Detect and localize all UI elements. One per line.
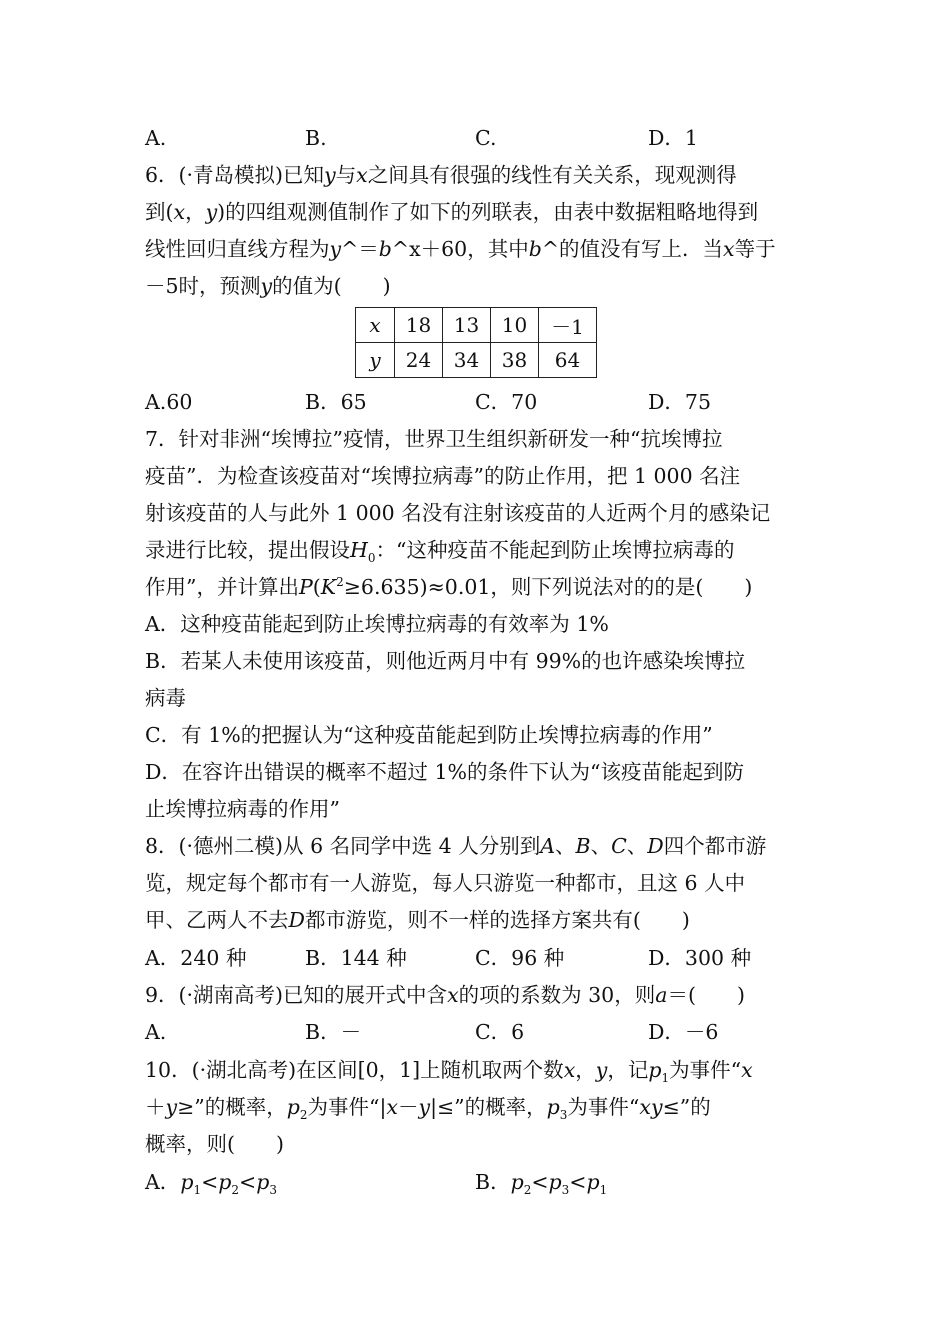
q6-option-b: B．65	[305, 390, 367, 414]
q8-option-a: A．240 种	[145, 946, 247, 970]
q6-line-1: 6．(·青岛模拟)已知y与x之间具有很强的线性有关关系，现观测得	[145, 163, 737, 187]
q10-options	[145, 1164, 810, 1200]
q10-line-2: ＋y≥”的概率，$p_2$为事件“|x－y|≤”的概率，$p_3$为事件“xy≤”的	[145, 1095, 711, 1123]
q8-line-2: 览，规定每个都市有一人游览，每人只游览一种都市，且这 6 人中	[145, 871, 746, 895]
q10-line-3: 概率，则( )	[145, 1132, 284, 1156]
q6-options	[145, 384, 810, 420]
q7-line-2: 疫苗”．为检查该疫苗对“埃博拉病毒”的防止作用，把 1 000 名注	[145, 464, 741, 488]
table-cell: 18	[395, 308, 443, 343]
q6-option-a: A.60	[145, 390, 193, 414]
table-row	[356, 308, 597, 343]
q6-line-3: 线性回归直线方程为y^＝b^x＋60，其中b^的值没有写上．当x等于	[145, 237, 776, 261]
q5-option-b: B.	[305, 126, 327, 150]
table-row	[356, 343, 597, 378]
q7-line-1: 7．针对非洲“埃博拉”疫情，世界卫生组织新研发一种“抗埃博拉	[145, 427, 723, 451]
q9-options	[145, 1014, 810, 1050]
table-cell: 13	[443, 308, 491, 343]
q8-option-d: D．300 种	[648, 946, 752, 970]
table-cell: y	[356, 343, 395, 378]
table-cell: －1	[539, 308, 597, 343]
q9-line-1: 9．(·湖南高考)已知的展开式中含x的项的系数为 30，则a＝( )	[145, 983, 745, 1007]
q7-option-b-line-1: B．若某人未使用该疫苗，则他近两月中有 99%的也许感染埃博拉	[145, 649, 746, 673]
q6-data-table	[355, 307, 597, 378]
q7-option-b-line-2: 病毒	[145, 686, 186, 710]
q10-option-b: B．$p_2<p_3<p_1$	[475, 1170, 608, 1198]
q7-option-c: C．有 1%的把握认为“这种疫苗能起到防止埃博拉病毒的作用”	[145, 723, 713, 747]
q5-option-a: A.	[145, 126, 167, 150]
q6-line-2: 到(x，y)的四组观测值制作了如下的列联表，由表中数据粗略地得到	[145, 200, 759, 224]
q7-option-d-line-2: 止埃博拉病毒的作用”	[145, 797, 340, 821]
q7-line-3: 射该疫苗的人与此外 1 000 名没有注射该疫苗的人近两个月的感染记	[145, 501, 771, 525]
q8-line-1: 8．(·德州二模)从 6 名同学中选 4 人分别到A、B、C、D四个都市游	[145, 834, 767, 858]
q5-options	[145, 120, 810, 156]
q7-option-d-line-1: D．在容许出错误的概率不超过 1%的条件下认为“该疫苗能起到防	[145, 760, 744, 784]
q7-line-5: 作用”，并计算出$P(K^2\ge 6.635)\approx 0.01$，则下列说法对的的是( )	[145, 575, 753, 599]
q9-option-c: C．6	[475, 1020, 525, 1044]
table-cell: 34	[443, 343, 491, 378]
q8-option-c: C．96 种	[475, 946, 565, 970]
q9-option-b: B．－	[305, 1020, 362, 1044]
table-cell: 64	[539, 343, 597, 378]
table-cell: 10	[491, 308, 539, 343]
q7-option-a: A．这种疫苗能起到防止埃博拉病毒的有效率为 1%	[145, 612, 609, 636]
q8-options	[145, 940, 810, 976]
q9-option-d: D．－6	[648, 1020, 719, 1044]
q10-line-1: 10．(·湖北高考)在区间[0，1]上随机取两个数x，y，记$p_1$为事件“x	[145, 1058, 753, 1086]
q5-option-d: D．1	[648, 126, 698, 150]
q5-option-c: C.	[475, 126, 497, 150]
table-cell: 38	[491, 343, 539, 378]
q10-option-a: A．$p_1<p_2<p_3$	[145, 1170, 277, 1198]
q6-line-4: －5时，预测y的值为( )	[145, 274, 391, 298]
q6-option-d: D．75	[648, 390, 712, 414]
table-cell: x	[356, 308, 395, 343]
q6-option-c: C．70	[475, 390, 538, 414]
q8-line-3: 甲、乙两人不去D都市游览，则不一样的选择方案共有( )	[145, 908, 690, 932]
q8-option-b: B．144 种	[305, 946, 407, 970]
table-cell: 24	[395, 343, 443, 378]
q9-option-a: A.	[145, 1020, 167, 1044]
q7-line-4: 录进行比较，提出假设$H_0$：“这种疫苗不能起到防止埃博拉病毒的	[145, 538, 735, 566]
